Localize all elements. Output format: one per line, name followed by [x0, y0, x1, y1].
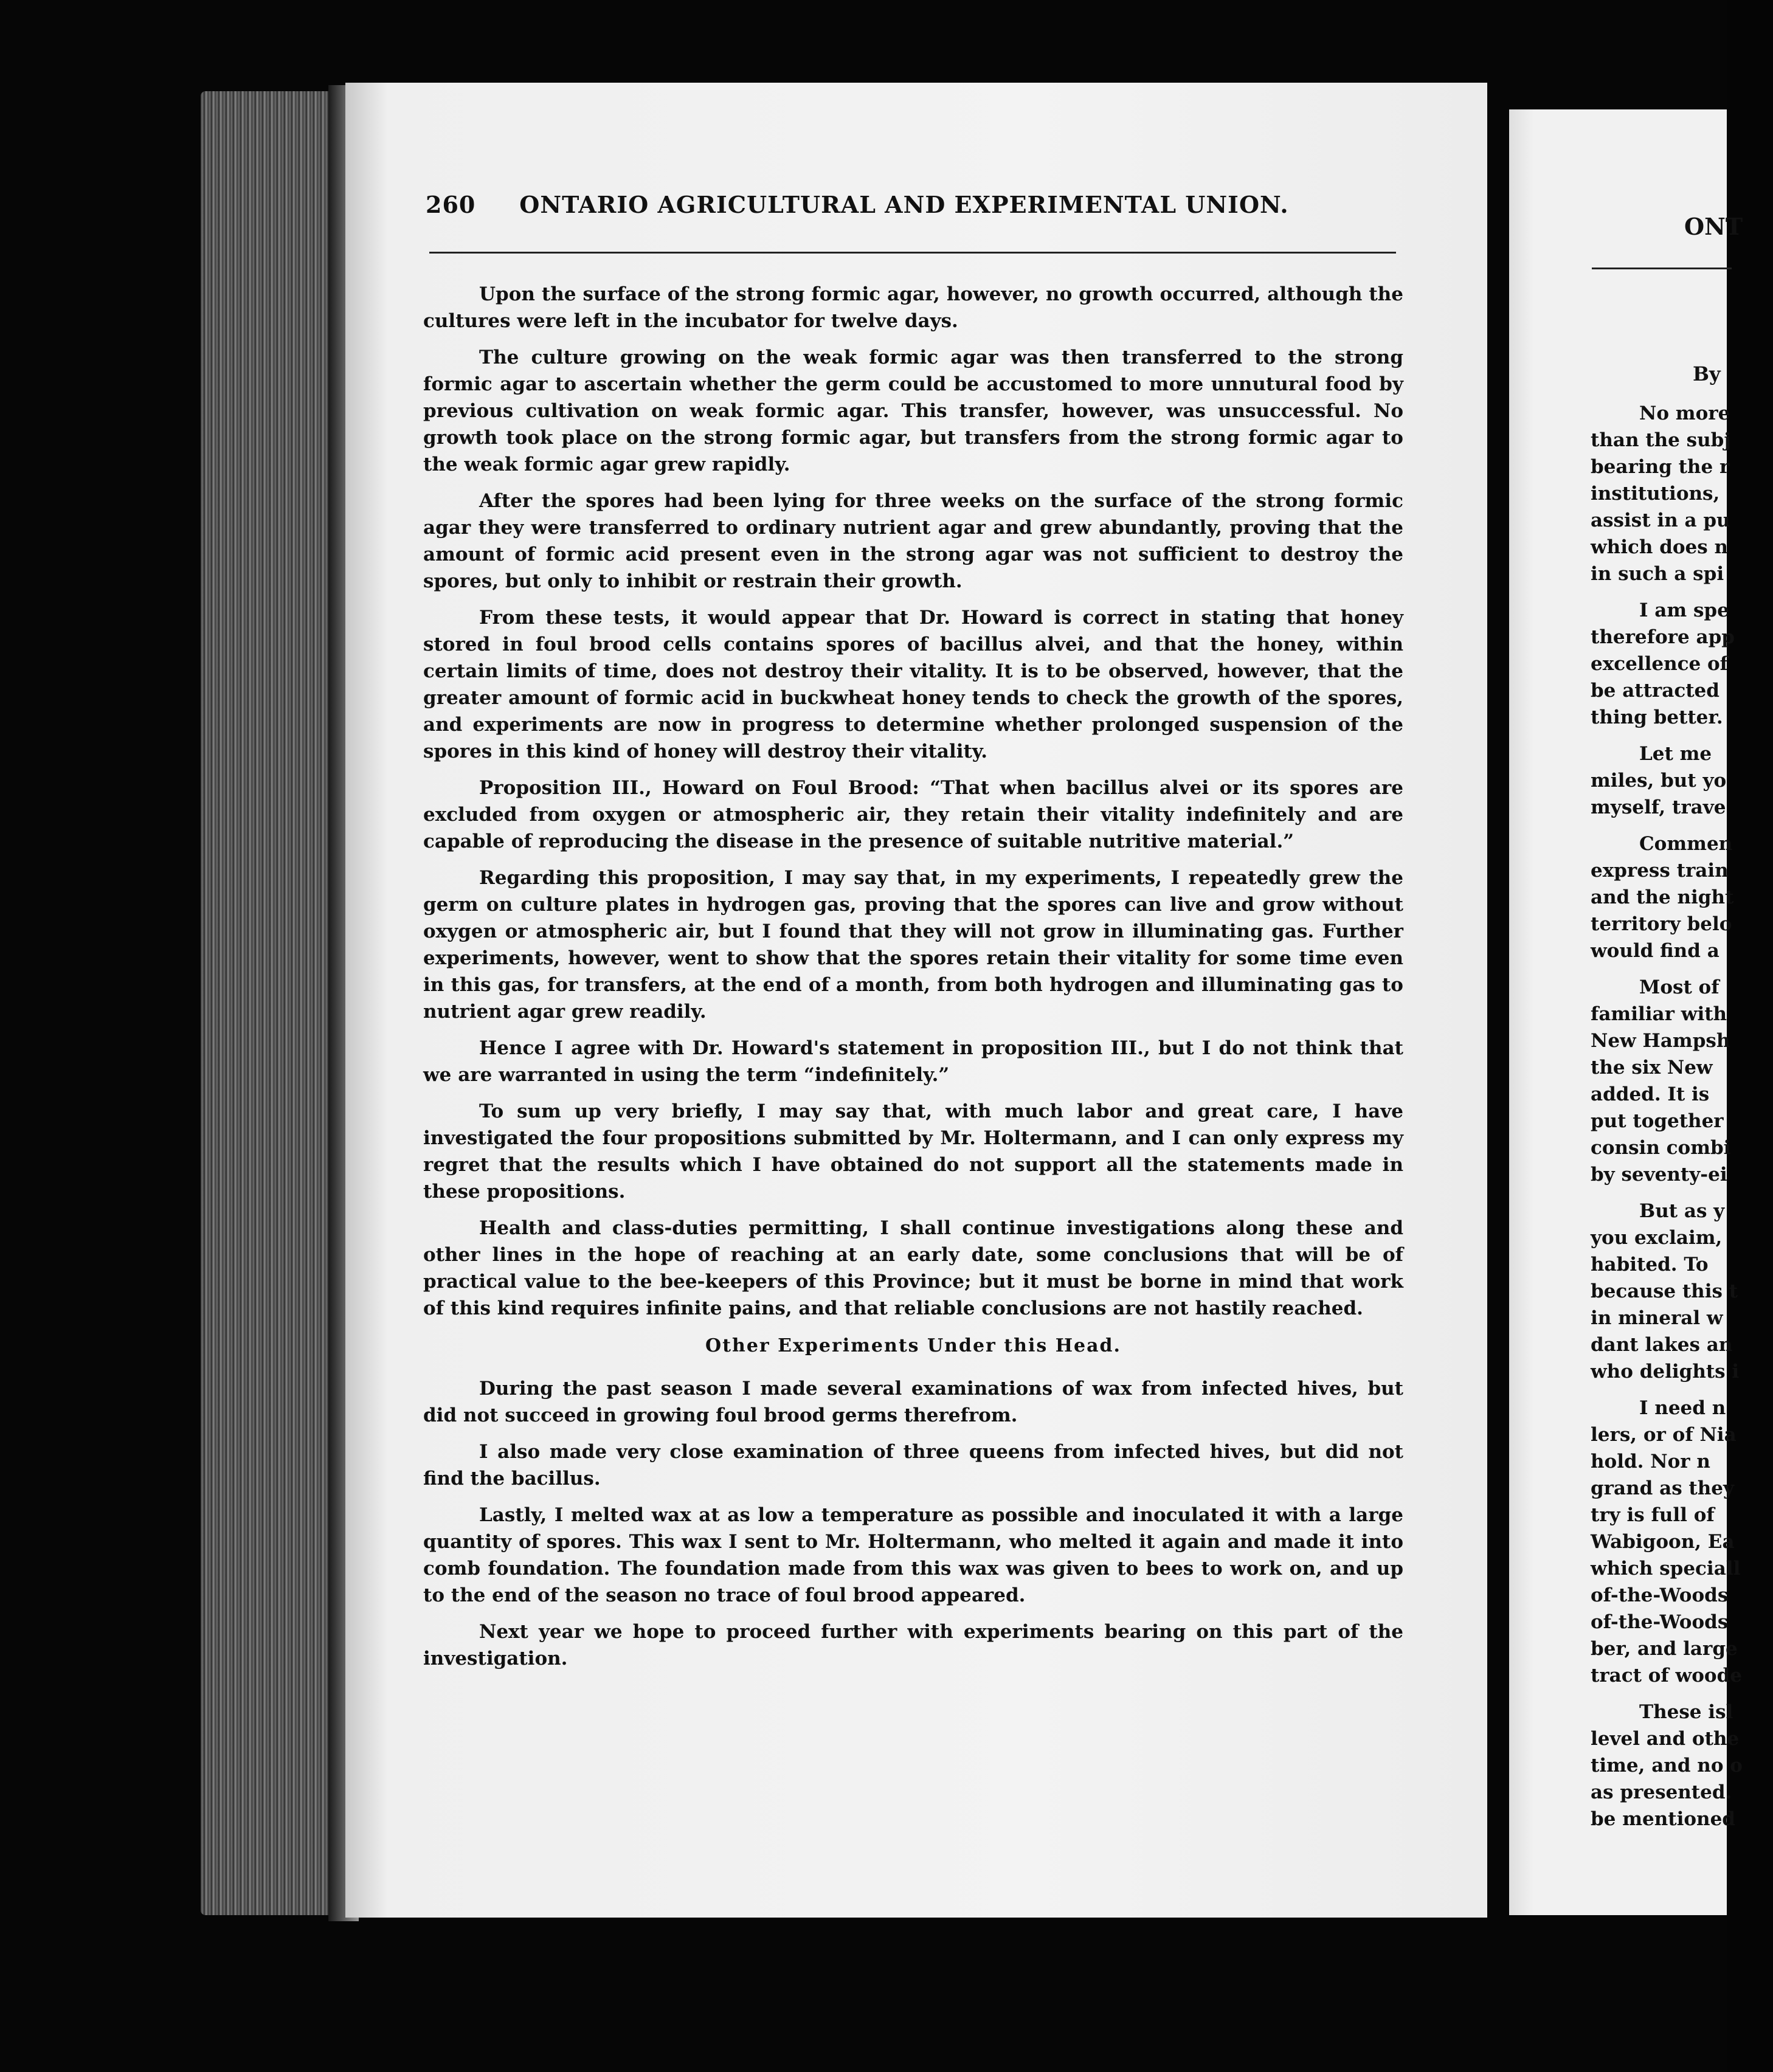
text-line-fragment: which speciall	[1591, 1558, 1741, 1580]
paragraph-gap	[1591, 1188, 1773, 1198]
text-line-fragment: territory belo	[1591, 913, 1732, 935]
text-line-fragment: because this t	[1591, 1280, 1738, 1302]
header-rule	[429, 252, 1396, 254]
paragraph: Regarding this proposition, I may say that, in my experiments, I repeatedly grew the germ on culture plates in hydrogen gas, proving that the spores can live and grow without oxygen or atmospheric air, but I found that they will not grow in illuminating gas. Further experiments, however, went to show that the spores retain their vitality for some time even in this gas, for transfers, at the end of a month, from both hydrogen and illuminating gas to nutrient agar grew readily.	[423, 867, 1403, 1023]
text-line-fragment: therefore app	[1591, 626, 1735, 648]
page-edges	[201, 91, 347, 1915]
text-line-fragment: bearing the r	[1591, 456, 1730, 478]
right-byline: By	[1693, 362, 1721, 385]
text-line-fragment: by seventy-ei	[1591, 1164, 1727, 1186]
text-line-fragment: try is full of	[1591, 1504, 1715, 1526]
text-line-fragment: the six New	[1591, 1057, 1713, 1079]
section-subheading: Other Experiments Under this Head.	[705, 1335, 1121, 1356]
body-text	[423, 281, 1403, 1682]
paragraph: During the past season I made several examinations of wax from infected hives, but did not succeed in growing foul brood germs therefrom.	[423, 1378, 1403, 1426]
paragraph-gap	[1591, 731, 1773, 741]
text-line-fragment: Let me	[1639, 743, 1712, 765]
paragraph-gap	[1591, 821, 1773, 831]
text-line-fragment: who delights i	[1591, 1361, 1740, 1383]
right-text-fragments	[1591, 400, 1773, 1832]
text-line-fragment: express train	[1591, 860, 1729, 882]
paragraph-gap	[1591, 587, 1773, 597]
paragraph-gap	[1591, 964, 1773, 974]
text-line-fragment: added. It is	[1591, 1083, 1710, 1105]
running-head	[426, 191, 1398, 227]
running-head-title: ONTARIO AGRICULTURAL AND EXPERIMENTAL UNION.	[519, 191, 1289, 218]
right-header-rule	[1592, 268, 1732, 269]
text-line-fragment: excellence of	[1591, 653, 1729, 675]
text-line-fragment: than the subj	[1591, 429, 1731, 451]
paragraph: Hence I agree with Dr. Howard's statement in proposition III., but I do not think that we are warranted in using the term “indefinitely.”	[423, 1037, 1403, 1086]
text-line-fragment: grand as they	[1591, 1477, 1735, 1499]
text-line-fragment: institutions,	[1591, 483, 1720, 505]
text-line-fragment: dant lakes an	[1591, 1334, 1733, 1356]
text-line-fragment: which does n	[1591, 536, 1729, 558]
paragraph: I also made very close examination of three queens from infected hives, but did not find the bacillus.	[423, 1441, 1403, 1490]
right-running-head: ONT	[1684, 213, 1743, 240]
text-line-fragment: you exclaim,	[1591, 1227, 1723, 1249]
text-line-fragment: be mentioned	[1591, 1808, 1735, 1830]
text-line-fragment: of-the-Woods	[1591, 1611, 1729, 1633]
text-line-fragment: and the night	[1591, 886, 1734, 908]
text-line-fragment: in mineral w	[1591, 1307, 1723, 1329]
paragraph-gap	[1591, 1385, 1773, 1395]
paragraph: After the spores had been lying for three weeks on the surface of the strong formic agar they were transferred to ordinary nutrient agar and grew abundantly, proving that the amount of formic acid present even in the strong agar was not sufficient to destroy the spores, but only to inhibit or restrain their growth.	[423, 490, 1403, 592]
text-line-fragment: Wabigoon, Ea	[1591, 1531, 1735, 1553]
paragraph: Lastly, I melted wax at as low a temperature as possible and inoculated it with a large quantity of spores. This wax I sent to Mr. Holtermann, who melted it again and made it into comb foundation. The foundation made from this wax was given to bees to work on, and up to the end of the season no trace of foul brood appeared.	[423, 1504, 1403, 1606]
paragraph: To sum up very briefly, I may say that, with much labor and great care, I have investigated the four propositions submitted by Mr. Holtermann, and I can only express my regret that the results which I have obtained do not support all the statements made in these propositions.	[423, 1100, 1403, 1203]
text-line-fragment: lers, or of Nia	[1591, 1424, 1737, 1446]
text-line-fragment: myself, trave	[1591, 796, 1726, 818]
text-line-fragment: level and othe	[1591, 1728, 1740, 1750]
text-line-fragment: habited. To	[1591, 1254, 1709, 1276]
paragraph: The culture growing on the weak formic agar was then transferred to the strong formic agar to ascertain whether the germ could be accustomed to more unnutural food by previous cultivation on weak formic agar. This transfer, however, was unsuccessful. No growth took place on the strong formic agar, but transfers from the strong formic agar to the weak formic agar grew rapidly.	[423, 347, 1403, 475]
text-line-fragment: Most of	[1639, 976, 1719, 998]
text-line-fragment: tract of woode	[1591, 1665, 1742, 1687]
text-line-fragment: I am spe	[1639, 599, 1729, 621]
text-line-fragment: as presented.	[1591, 1781, 1732, 1803]
text-line-fragment: familiar with	[1591, 1003, 1727, 1025]
text-line-fragment: of-the-Woods	[1591, 1584, 1729, 1606]
text-line-fragment: No more	[1639, 402, 1730, 424]
text-line-fragment: hold. Nor n	[1591, 1451, 1710, 1473]
text-line-fragment: consin combi	[1591, 1137, 1731, 1159]
text-line-fragment: ber, and large	[1591, 1638, 1738, 1660]
text-line-fragment: time, and no o	[1591, 1755, 1743, 1777]
text-line-fragment: New Hampsh	[1591, 1030, 1730, 1052]
paragraph-gap	[1591, 1689, 1773, 1699]
paragraph: From these tests, it would appear that Dr. Howard is correct in stating that honey stored in foul brood cells contains spores of bacillus alvei, and that the honey, within certain limits of time, does not destroy their vitality. It is to be observed, however, that the greater amount of formic acid in buckwheat honey tends to check the growth of the spores, and experiments are now in progress to determine whether prolonged suspension of the spores in this kind of honey will destroy their vitality.	[423, 607, 1403, 762]
text-line-fragment: I need n	[1639, 1397, 1726, 1419]
text-line-fragment: miles, but yo	[1591, 770, 1727, 792]
text-line-fragment: assist in a pu	[1591, 509, 1730, 531]
text-line-fragment: in such a spi	[1591, 563, 1724, 585]
paragraph: Next year we hope to proceed further with experiments bearing on this part of the investigation.	[423, 1621, 1403, 1670]
text-line-fragment: thing better.	[1591, 706, 1723, 728]
text-line-fragment: be attracted	[1591, 680, 1719, 702]
text-line-fragment: would find a	[1591, 940, 1719, 962]
text-line-fragment: These isl	[1639, 1701, 1733, 1723]
text-line-fragment: But as y	[1639, 1200, 1725, 1222]
paragraph: Proposition III., Howard on Foul Brood: “That when bacillus alvei or its spores are excluded from oxygen or atmospheric air, they retain their vitality indefinitely and are capable of reproducing the disease in the presence of suitable nutritive material.”	[423, 777, 1403, 852]
page-number: 260	[426, 191, 476, 218]
paragraph: Upon the surface of the strong formic agar, however, no growth occurred, although the cultures were left in the incubator for twelve days.	[423, 283, 1403, 332]
text-line-fragment: put together	[1591, 1110, 1724, 1132]
paragraph: Health and class-duties permitting, I shall continue investigations along these and other lines in the hope of reaching at an early date, some conclusions that will be of practical value to the bee-keepers of this Province; but it must be borne in mind that work of this kind requires infinite pains, and that reliable conclusions are not hastily reached.	[423, 1217, 1403, 1319]
text-line-fragment: Commen	[1639, 833, 1733, 855]
